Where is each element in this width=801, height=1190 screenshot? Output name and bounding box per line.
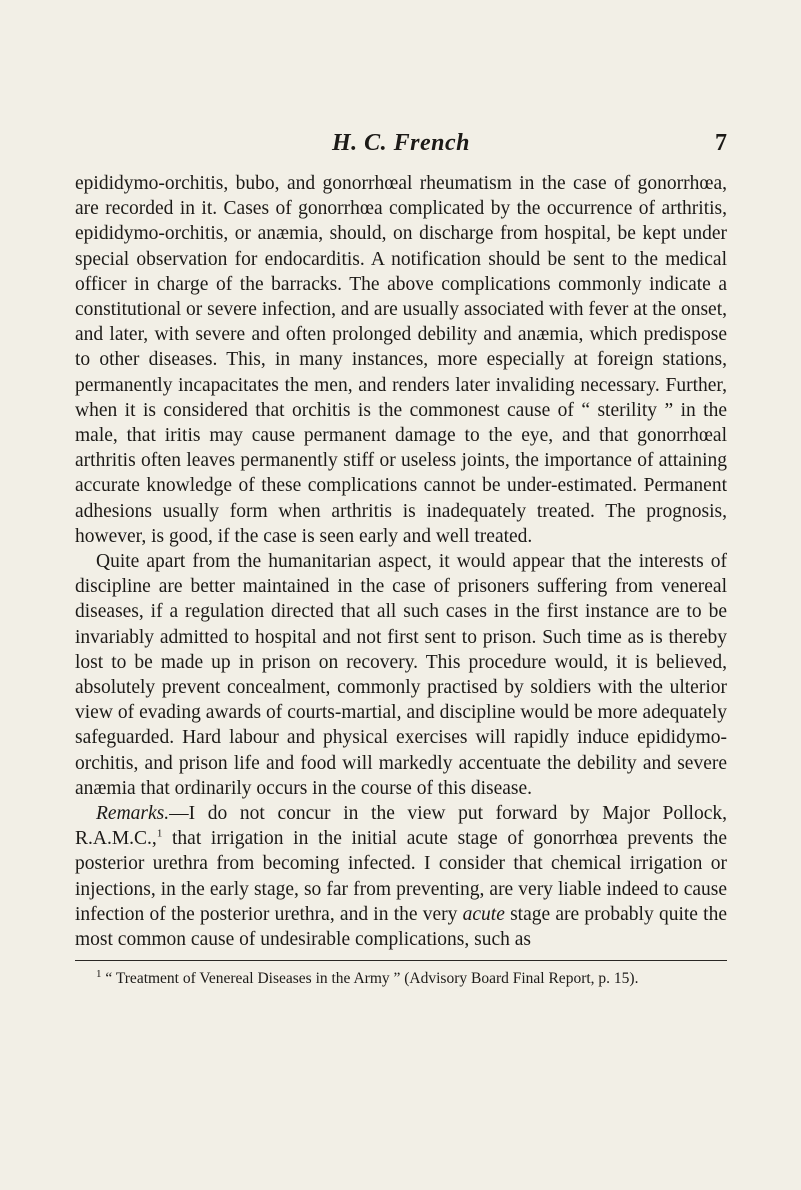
book-page (75, 0, 727, 989)
emphasis-acute: acute (462, 903, 505, 925)
body-text (75, 171, 727, 952)
running-head (75, 130, 727, 170)
paragraph-3-text-b: that irrigation in the initial acute stage of gonorrhœa prevents the posterior urethra from becoming infected. I consider that chemical irrigation or injections, in the early stage, so far from preventing, are very liable indeed to cause infection of the posterior urethra, and in the very (75, 828, 727, 925)
footnote (75, 969, 727, 989)
paragraph-3-text-a: —I do not concur in the view put forward by Major Pollock, R.A.M.C., (75, 803, 727, 850)
paragraph-2: Quite apart from the humanitarian aspect, it would appear that the interests of discipline are better maintained in the case of prisoners suffering from venereal diseases, if a regulation directed that all such cases in the first instance are to be invariably admitted to hospital and not first sent to prison. Such time as is thereby lost to be made up in prison on recovery. This procedure would, it is believed, absolutely prevent concealment, commonly practised by soldiers with the ulterior view of evading awards of courts-martial, and discipline would be more adequately safeguarded. Hard labour and physical exercises will rapidly induce epididymo-orchitis, and prison life and food will markedly accentuate the debility and severe anæmia that ordinarily occurs in the course of this disease. (75, 551, 727, 799)
remarks-label: Remarks. (96, 803, 170, 825)
footnote-marker: 1 (96, 968, 102, 981)
page-number: 7 (715, 130, 727, 156)
paragraph-3 (75, 801, 727, 952)
footnote-divider (75, 960, 727, 961)
footnote-reference: 1 (156, 827, 163, 840)
footnote-text: “ Treatment of Venereal Diseases in the Army ” (Advisory Board Final Report, p. 15). (101, 970, 639, 988)
paragraph-3-text-c: stage are probably quite the most common cause of undesirable complications, such as (75, 903, 727, 951)
running-title: H. C. French (331, 130, 471, 156)
paragraph-1: epididymo-orchitis, bubo, and gonorrhœal rheumatism in the case of gonorrhœa, are recorded in it. Cases of gonorrhœa complicated by the occurrence of arthritis, epididymo-orchitis, or anæmia, should, on discharge from hospital, be kept under special observation for endocarditis. A notification should be sent to the medical officer in charge of the barracks. The above complications commonly indicate a constitutional or severe infection, and are usually associated with fever at the onset, and later, with severe and often prolonged debility and anæmia, which predispose to other diseases. This, in many instances, more especially at foreign stations, permanently incapacitates the men, and renders later invaliding necessary. Further, when it is considered that orchitis is the commonest cause of “ sterility ” in the male, that iritis may cause permanent damage to the eye, and that gonorrhœal arthritis often leaves permanently stiff or useless joints, the importance of attaining accurate knowledge of these complications cannot be under-estimated. Permanent adhesions usually form when arthritis is inadequately treated. The prognosis, however, is good, if the case is seen early and well treated. (75, 173, 727, 547)
